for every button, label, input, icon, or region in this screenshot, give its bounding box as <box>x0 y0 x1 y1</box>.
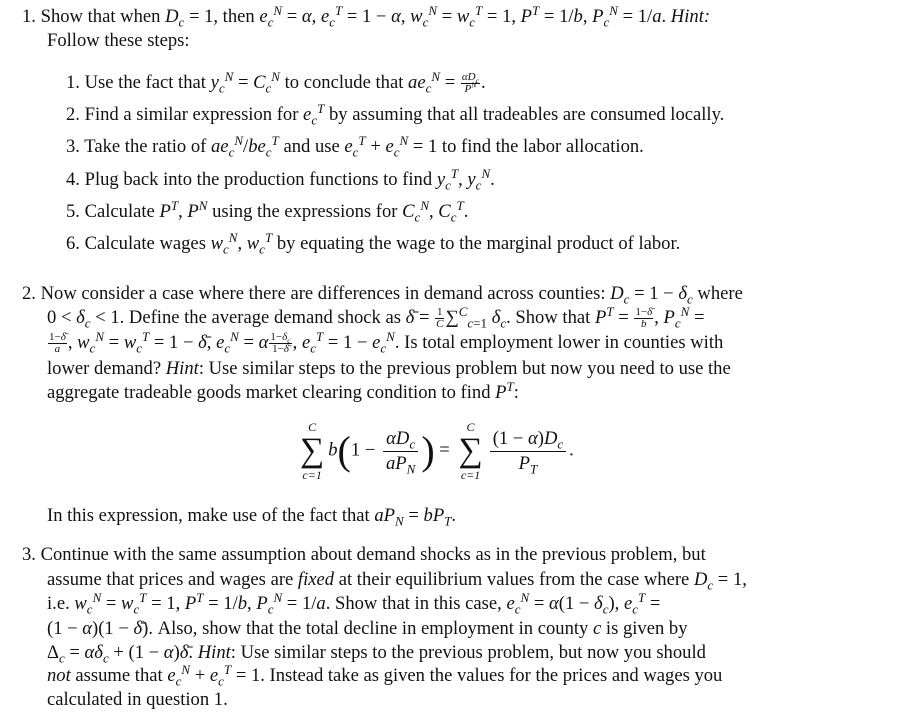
problem-2-line-1: 2. Now consider a case where there are differences in demand across counties: $D_c = 1 - \delta_c$ where <box>22 283 743 307</box>
problem-1-line-1: 1. Show that when $D_c = 1$, then $e_c^N = \alpha$, $e_c^T = 1 - \alpha$, $w_c^N = w_c^T = 1$, $P^T = 1/b$, $P_c^N = 1/a$. Hint: <box>22 2 711 30</box>
problem-2-line-3: $\frac{1-\deltā}{a}$ , $w_c^N = w_c^T = 1$ − δ̄, $e_c^N = \alpha$ $\frac{1-\delta_c}{1-\deltā}$ , $e_c^T = 1 - e_c^N$. Is total employment lower in counties with <box>49 328 724 356</box>
step-4: 4. Plug back into the production functions to find $y_c^T$, $y_c^N$. <box>66 165 495 193</box>
problem-3-line-3: i.e. $w_c^N = w_c^T = 1$, $P^T = 1/b$, $P_c^N = 1/a$. Show that in this case, $e_c^N = \alpha(1 - \delta_c)$, $e_c^T$ = <box>47 589 661 617</box>
step-1: 1. Use the fact that $y_c^N = C_c^N$ to conclude that $ae_c^N$ = $\frac{\alpha D_c}{P^N}$ . <box>66 68 486 96</box>
problem-3-line-1: 3. Continue with the same assumption about demand shocks as in the previous problem, but <box>22 544 706 565</box>
fraction: $\frac{\alpha D_c}{P^N}$ <box>461 71 480 96</box>
problem-1-number: 1. <box>22 6 36 27</box>
problem-3-line-2: assume that prices and wages are fixed at their equilibrium values from the case where $D_c = 1$, <box>47 569 747 593</box>
problem-3-line-5: $\Delta_c = \alpha\delta_c + (1$ − α)δ̄. Hint: Use similar steps to the previous problem, but now you should <box>47 642 706 666</box>
problem-2-line-2: $0 < \delta_c < 1$. Define the average demand shock as δ̄ = $\frac{1}{C}$ ∑$^C_{c=1}$ $\delta_c$. Show that $P^T$ = $\frac{1-\deltā}{b}$ , $P_c^N$ = <box>47 303 705 331</box>
problem-2-number: 2. <box>22 283 36 304</box>
problem-3-line-4: (1 − α)(1 − δ̄). Also, show that the total decline in employment in county c is given by <box>47 618 688 639</box>
problem-3-line-6: not assume that $e_c^N + e_c^T = 1$. Instead take as given the values for the prices and wages you <box>47 661 723 689</box>
problem-2-line-5: aggregate tradeable goods market clearing condition to find $P^T$: <box>47 378 519 403</box>
market-clearing-equation: C ∑ c=1 b(1 − $\alpha D_c$ $aP_N$ ) = C ∑ c=1 $\frac{(1 - \alpha)D_c}{P_T}$ . <box>300 420 574 482</box>
step-6: 6. Calculate wages $w_c^N$, $w_c^T$ by equating the wage to the marginal product of labor. <box>66 229 681 257</box>
step-2: 2. Find a similar expression for $e_c^T$ by assuming that all tradeables are consumed locally. <box>66 100 725 128</box>
step-5: 5. Calculate $P^T$, $P^N$ using the expressions for $C_c^N$, $C_c^T$. <box>66 197 469 225</box>
problem-2-after: In this expression, make use of the fact that $aP_N = bP_T$. <box>47 505 457 529</box>
problem-2-line-4: lower demand? Hint: Use similar steps to the previous problem but now you need to use the <box>47 358 731 379</box>
step-3: 3. Take the ratio of $ae_c^N/be_c^T$ and use $e_c^T + e_c^N = 1$ to find the labor allocation. <box>66 132 644 160</box>
problem-1-line-2: Follow these steps: <box>47 30 190 51</box>
problem-3-number: 3. <box>22 544 36 565</box>
problem-3-line-7: calculated in question 1. <box>47 689 228 710</box>
